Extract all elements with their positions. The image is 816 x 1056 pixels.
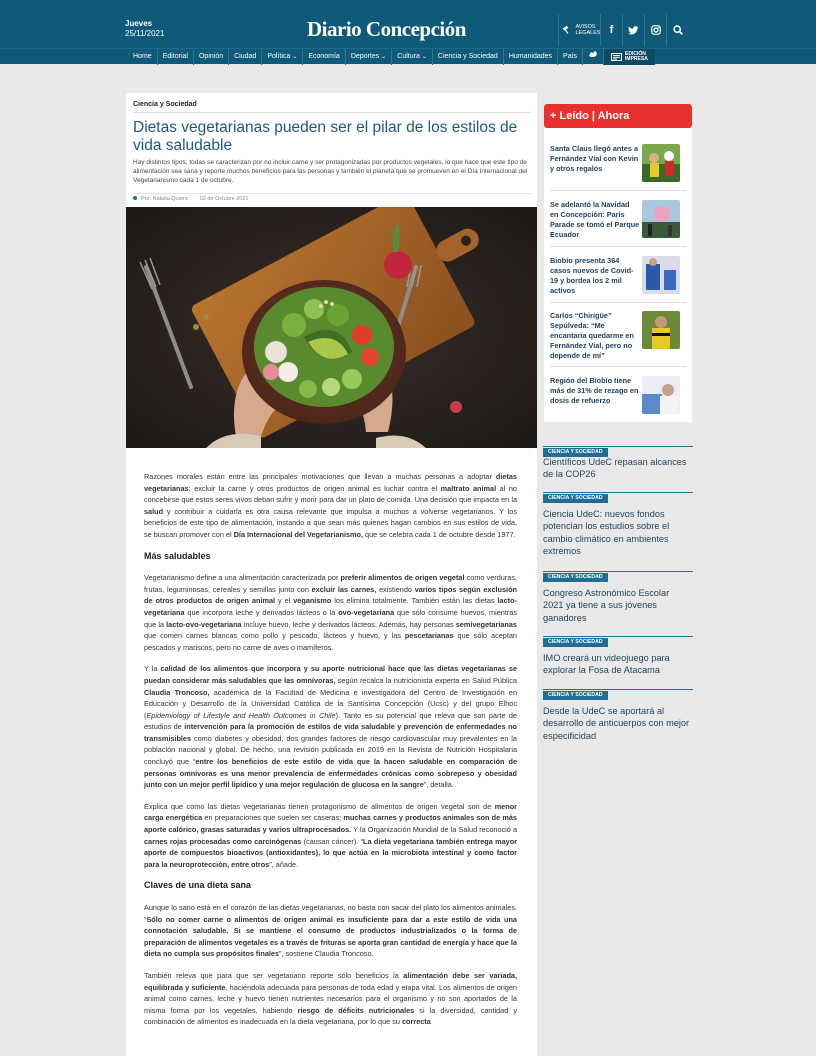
- divider: [543, 492, 693, 493]
- leido-ahora-header: + Leído | Ahora: [544, 104, 692, 128]
- facebook-icon[interactable]: f: [600, 14, 622, 46]
- nav-label: Economía: [308, 53, 340, 60]
- header-actions: [558, 14, 688, 46]
- article-body: [144, 471, 517, 1038]
- divider: [550, 366, 686, 367]
- site-logo[interactable]: Diario Concepción: [307, 17, 466, 41]
- nav-item-cultura[interactable]: [391, 49, 432, 65]
- story-tag[interactable]: CIENCIA Y SOCIEDAD: [543, 448, 608, 457]
- dogs-icon-button[interactable]: [582, 49, 603, 65]
- story-tag[interactable]: CIENCIA Y SOCIEDAD: [543, 494, 608, 503]
- nav-label: Humanidades: [508, 53, 553, 60]
- story-title[interactable]: Científicos UdeC repasan alcances de la COP26: [543, 457, 687, 480]
- nav-list: [128, 49, 655, 65]
- divider: [550, 246, 686, 247]
- article-paragraph: Razones morales están entre las principales motivaciones que llevan a muchas personas a adoptar dietas vegetarianas: excluir la carne y otros productos de origen animal es luchar contra el maltrato animal al no concebirse que estos seres vivos deban sufrir y morir para dar un plato de comida. Una decisión que impacta en la salud y contribuir a cuidarla es otra causa relevante que impulsa a muchos a volverse vegetarianos. Y los beneficios de este tipo de alimentación, instando a que sean más quienes hagan cambios en sus estilos de vida, se buscan promover con el Día Internacional del Vegetarianismo, que se celebra cada 1 de octubre desde 1977.: [144, 472, 517, 539]
- nav-label: Opinión: [198, 53, 224, 60]
- nav-label: Editorial: [162, 53, 188, 60]
- nav-item-ciencia-sociedad[interactable]: [432, 49, 503, 65]
- avisos-label-2: LEGALES: [575, 30, 601, 36]
- nav-label: Ciencia y Sociedad: [437, 53, 498, 60]
- gavel-icon: [562, 25, 572, 36]
- nav-item-ciudad[interactable]: [228, 49, 261, 65]
- avisos-legales-button[interactable]: [558, 14, 600, 46]
- chevron-down-icon: ⌄: [381, 54, 387, 60]
- story-title[interactable]: IMO creará un videojuego para explorar la Fosa de Atacama: [543, 653, 670, 676]
- article-byline: [133, 196, 248, 202]
- nav-label: Ciudad: [234, 53, 257, 60]
- nav-item-economia[interactable]: [302, 49, 345, 65]
- trending-thumbnail[interactable]: [642, 311, 680, 349]
- chevron-down-icon: ⌄: [421, 54, 427, 60]
- divider: [550, 302, 686, 303]
- search-icon[interactable]: [666, 14, 688, 46]
- newspaper-icon: [611, 53, 622, 62]
- site-header: [0, 0, 816, 48]
- trending-title[interactable]: Se adelantó la Navidad en Concepción: Paris Parade se tomó el Parque Ecuador: [550, 200, 640, 239]
- divider: [543, 446, 693, 447]
- divider: [543, 571, 693, 572]
- nav-item-humanidades[interactable]: [503, 49, 557, 65]
- main-navigation: [0, 48, 816, 64]
- nav-label: Home: [133, 53, 152, 60]
- divider: [133, 112, 531, 113]
- nav-item-opinion[interactable]: [193, 49, 228, 65]
- edicion-impresa-button[interactable]: [603, 49, 655, 65]
- nav-label: Política: [267, 53, 291, 60]
- nav-item-home[interactable]: [128, 49, 157, 65]
- story-title[interactable]: Desde la UdeC se aportará al desarrollo de anticuerpos con mejor especificidad: [543, 706, 690, 741]
- twitter-icon[interactable]: [622, 14, 644, 46]
- nav-item-pais[interactable]: [557, 49, 582, 65]
- leido-ahora-widget: [544, 104, 692, 422]
- edicion-label-2: IMPRESA: [625, 56, 648, 62]
- divider: [133, 193, 531, 194]
- header-date-value: 25/11/2021: [125, 29, 165, 38]
- chevron-down-icon: ⌄: [292, 54, 298, 60]
- article-paragraph: Aunque lo sano está en el corazón de las dietas vegetarianas, no basta con sacar del plato los alimentos animales. “Sólo no comer carne o alimentos de origen animal es insuficiente para dar a este estilo de vida una connotación saludable. Si se mantiene el consumo de productos industrializados o la forma de preparación de alimentos vegetales es a través de frituras se aporta gran cantidad de energía y hace que la dieta no cumpla sus propósitos finales”, sostiene Claudia Troncoso.: [144, 903, 517, 959]
- divider: [543, 636, 693, 637]
- divider: [550, 190, 686, 191]
- article-date: 02 de Octubre 2021: [199, 196, 249, 202]
- article-title: Dietas vegetarianas pueden ser el pilar de los estilos de vida saludable: [133, 119, 518, 154]
- article-paragraph: Y la calidad de los alimentos que incorpora y su aporte nutricional hace que las dietas vegetarianas se puedan considerar más saludables que las omnívoras, según recalca la nutricionista experta en Salud Pública Claudia Troncoso, académica de la Facultad de Medicina e investigadora del Centro de Investigación en Educación y Desarrollo de la Universidad Católica de la Santísima Concepción (Ucsc) y del grupo Elhoc (Epidemiology of Lifestyle and Health Outcomes in Chile). Tanto es su potencial que releva que son parte de estudios de intervención para la promoción de estilos de vida saludable y prevención de enfermedades no transmisibles como diabetes y obesidad, dos grandes factores de riesgo cardiovascular muy prevalentes en la población nacional y global. De hecho, una revisión publicada en 2019 en la Revista de Nutrición Hospitalaria concluyó que “entre los beneficios de este estilo de vida que la hacen saludable en comparación de personas omnívoras es una menor prevalencia de enfermedades crónicas como sobrepeso y obesidad junto con un mejor perfil lipídico y una mejor regulación de glucosa en la sangre”, detalla.: [144, 664, 518, 790]
- trending-title[interactable]: Región del Biobío tiene más de 31% de rezago en dosis de refuerzo: [550, 376, 639, 405]
- article-paragraph: Vegetarianismo define a una alimentación caracterizada por preferir alimentos de origen vegetal como verduras, frutas, leguminosas, cereales y semillas junto con excluir las carnes, existiendo varios tipos según exclusión de otros productos de origen animal y el veganismo los elimina totalmente. También están las dietas lacto-vegetariana que incorpora leche y derivados lácteos o la ovo-vegetariana que sólo consume huevos, mientras que la lacto-ovo-vegetariana incluye huevo, leche y derivados lácteos. Además, hay personas semivegetarianas que comen carnes blancas como pollo y pescado, lácteos y huevo, y las pescetarianas que sólo aceptan pescados y mariscos, pero no carne de aves o mamíferos.: [144, 573, 517, 652]
- trending-title[interactable]: Santa Claus llegó antes a Fernández Vial con Kevin y otros regalos: [550, 144, 639, 173]
- story-tag[interactable]: CIENCIA Y SOCIEDAD: [543, 691, 608, 700]
- nav-item-deportes[interactable]: [345, 49, 391, 65]
- trending-thumbnail[interactable]: [642, 144, 680, 182]
- article-hero-image: [126, 207, 537, 448]
- instagram-icon[interactable]: [644, 14, 666, 46]
- header-date: [125, 19, 164, 39]
- trending-title[interactable]: Biobío presenta 364 casos nuevos de Covid-19 y bordea los 2 mil activos: [550, 256, 634, 295]
- leido-ahora-label: Leído | Ahora: [559, 110, 630, 122]
- story-tag[interactable]: CIENCIA Y SOCIEDAD: [543, 573, 608, 582]
- article-author: Por: Natalia Quiero: [141, 196, 188, 202]
- nav-label: Deportes: [350, 53, 380, 60]
- story-title[interactable]: Congreso Astronómico Escolar 2021 ya tiene a sus jóvenes ganadores: [543, 588, 670, 623]
- article-section[interactable]: Ciencia y Sociedad: [133, 101, 197, 108]
- trending-thumbnail[interactable]: [642, 376, 680, 414]
- nav-label: Cultura: [397, 53, 420, 60]
- story-title[interactable]: Ciencia UdeC: nuevos fondos potencian los estudios sobre el cambio climático en ambientes extremos: [543, 509, 670, 556]
- article-lead: Hay distintos tipos, todas se caracterizan por no incluir carne y ser protagonizadas por productos vegetales, lo que hace que este tipo de alimentación sea sana y reporte muchos beneficios para las personas y también el planeta que se promueven en el Día Internacional del Vegetarianismo cada 1 de octubre.: [133, 159, 528, 185]
- avisos-label-1: AVISOS: [575, 24, 596, 30]
- article-subheading: Claves de una dieta sana: [144, 880, 252, 891]
- trending-title[interactable]: Carlos “Chirigüe” Sepúlveda: “Me encantaría quedarme en Fernández Vial, pero no depende de mí”: [550, 311, 634, 360]
- nav-label: País: [563, 53, 578, 60]
- nav-item-editorial[interactable]: [157, 49, 193, 65]
- article-subheading: Más saludables: [144, 550, 211, 561]
- author-dot-icon: [133, 196, 137, 200]
- nav-item-politica[interactable]: [261, 49, 302, 65]
- story-tag[interactable]: CIENCIA Y SOCIEDAD: [543, 638, 608, 647]
- header-day: Jueves: [125, 19, 153, 28]
- trending-thumbnail[interactable]: [642, 256, 680, 294]
- edicion-label-1: EDICIÓN: [625, 50, 646, 57]
- divider: [543, 689, 693, 690]
- trending-thumbnail[interactable]: [642, 200, 680, 238]
- article: [126, 93, 537, 1056]
- article-paragraph: También releva que para que ser vegetariano reporte sólo beneficios la alimentación debe ser variada, equilibrada y suficiente, haciéndola adecuada para personas de toda edad y etapa vital. Los alimentos de origen animal como carnes, leche y huevo tienen nutrientes necesarios para el organismo y no son aportados de la misma forma por los vegetales, habiendo riesgo de déficits nutricionales si la diversidad, cantidad y combinación de alimentos es inadecuada en la dieta vegetariana, por lo que su correcta: [144, 970, 518, 1027]
- dogs-icon: [588, 50, 598, 58]
- article-paragraph: Explica que como las dietas vegetarianas tienen protagonismo de alimentos de origen vegetal son de menor carga energética en preparaciones que suelen ser caseras; muchas carnes y productos animales son de más aporte calórico, grasas saturadas y varios ultraprocesados. Y la Organización Mundial de la Salud reconoció a carnes rojas procesadas como carcinógenas (causan cáncer). “La dieta vegetariana también entrega mayor aporte de compuestos bioactivos (antioxidantes), lo que actúa en la microbiota intestinal y como factor para la neuroprotección, entre otros”, añade.: [144, 801, 518, 869]
